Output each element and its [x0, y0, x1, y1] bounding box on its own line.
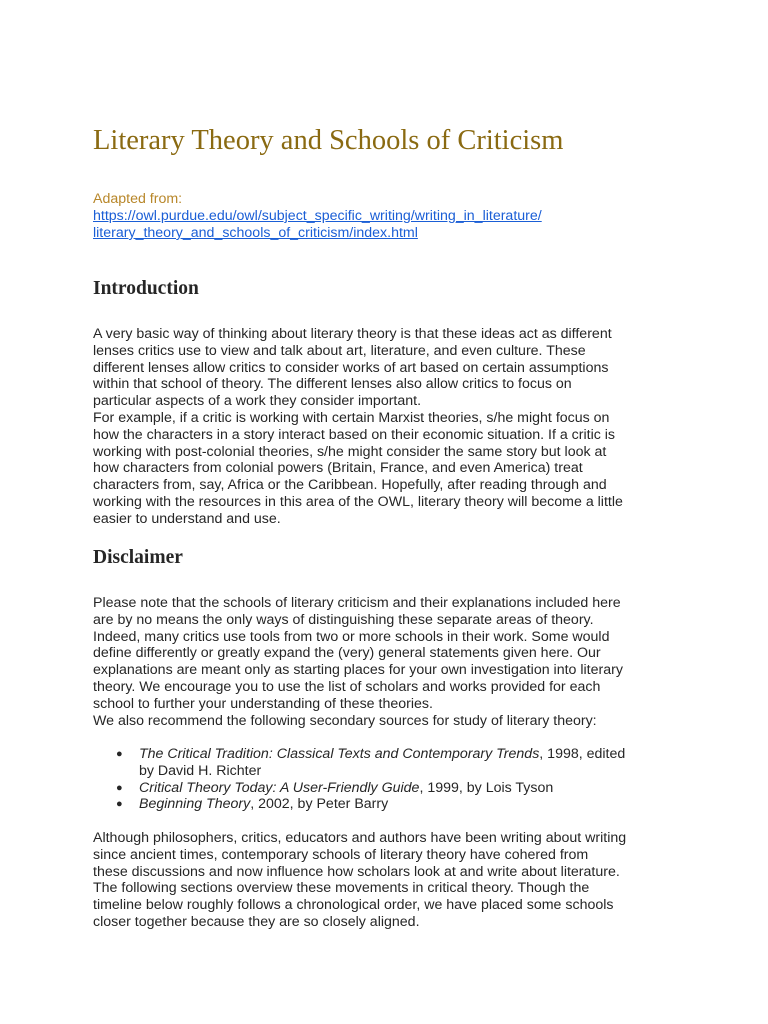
source-details: , 1999, by Lois Tyson [419, 779, 554, 796]
text-line: A very basic way of thinking about literary theory is that these ideas act as different [93, 326, 612, 342]
text-line: working with the resources in this area of the OWL, literary theory will become a little [93, 493, 623, 510]
source-details: , 2002, by Peter Barry [250, 796, 389, 813]
source-title: Beginning Theory [139, 796, 251, 813]
text-line: characters from, say, Africa or the Caribbean. Hopefully, after reading through and [93, 477, 607, 494]
text-line: are by no means the only ways of distinguishing these separate areas of theory. [93, 611, 594, 628]
closing-paragraph [93, 830, 683, 931]
introduction-paragraph-2 [93, 410, 683, 528]
list-item [93, 746, 683, 780]
introduction-paragraph-1 [93, 326, 683, 410]
disclaimer-paragraph-2 [93, 713, 683, 730]
secondary-sources-list [93, 746, 683, 813]
text-line: different lenses allow critics to consider works of art based on certain assumptions [93, 359, 609, 376]
source-link-line-1[interactable]: https://owl.purdue.edu/owl/subject_specific_writing/writing_in_literature/ [93, 208, 542, 224]
bullet-icon: ● [116, 798, 123, 811]
text-line: working with post-colonial theories, s/he might consider the same story but look at [93, 443, 607, 460]
source-link-line-2[interactable]: literary_theory_and_schools_of_criticism/index.html [93, 225, 418, 241]
text-line: school to further your understanding of these theories. [93, 695, 433, 712]
text-line: how characters from colonial powers (Britain, France, and even America) treat [93, 460, 583, 477]
text-line: closer together because they are so closely aligned. [93, 913, 420, 930]
source-title: The Critical Tradition: Classical Texts and Contemporary Trends [139, 746, 540, 762]
source-details-continued: by David H. Richter [139, 762, 262, 779]
text-line: lenses critics use to view and talk about art, literature, and even culture. These [93, 342, 586, 359]
text-line: explanations are meant only as starting places for your own investigation into literary [93, 662, 623, 679]
bullet-icon: ● [116, 781, 123, 794]
text-line: Although philosophers, critics, educators and authors have been writing about writing [93, 830, 627, 846]
list-item [93, 796, 683, 813]
text-line: define differently or greatly expand the (very) general statements given here. Our [93, 645, 601, 662]
text-line: Indeed, many critics use tools from two or more schools in their work. Some would [93, 628, 610, 645]
adapted-from-label: Adapted from: [93, 191, 183, 207]
text-line: timeline below roughly follows a chronological order, we have placed some schools [93, 897, 614, 914]
list-item [93, 780, 683, 797]
text-line: The following sections overview these movements in critical theory. Though the [93, 880, 590, 897]
text-line: We also recommend the following secondary sources for study of literary theory: [93, 713, 597, 729]
text-line: theory. We encourage you to use the list of scholars and works provided for each [93, 678, 601, 695]
document-title: Literary Theory and Schools of Criticism [93, 125, 564, 156]
source-title: Critical Theory Today: A User-Friendly Guide [139, 779, 420, 796]
text-line: easier to understand and use. [93, 510, 281, 527]
text-line: particular aspects of a work they consider important. [93, 393, 422, 410]
text-line: how the characters in a story interact based on their economic situation. If a critic is [93, 426, 616, 443]
adapted-from-block [93, 191, 683, 242]
text-line: For example, if a critic is working with certain Marxist theories, s/he might focus on [93, 410, 610, 426]
disclaimer-heading: Disclaimer [93, 547, 183, 568]
text-line: within that school of theory. The different lenses also allow critics to focus on [93, 376, 572, 393]
text-line: Please note that the schools of literary criticism and their explanations included here [93, 595, 621, 611]
disclaimer-paragraph-1 [93, 595, 683, 713]
text-line: since ancient times, contemporary schools of literary theory have cohered from [93, 846, 589, 863]
source-details: , 1998, edited [539, 746, 626, 762]
bullet-icon: ● [116, 748, 123, 760]
introduction-heading: Introduction [93, 278, 199, 299]
text-line: these discussions and now influence how scholars look at and write about literature. [93, 863, 620, 880]
